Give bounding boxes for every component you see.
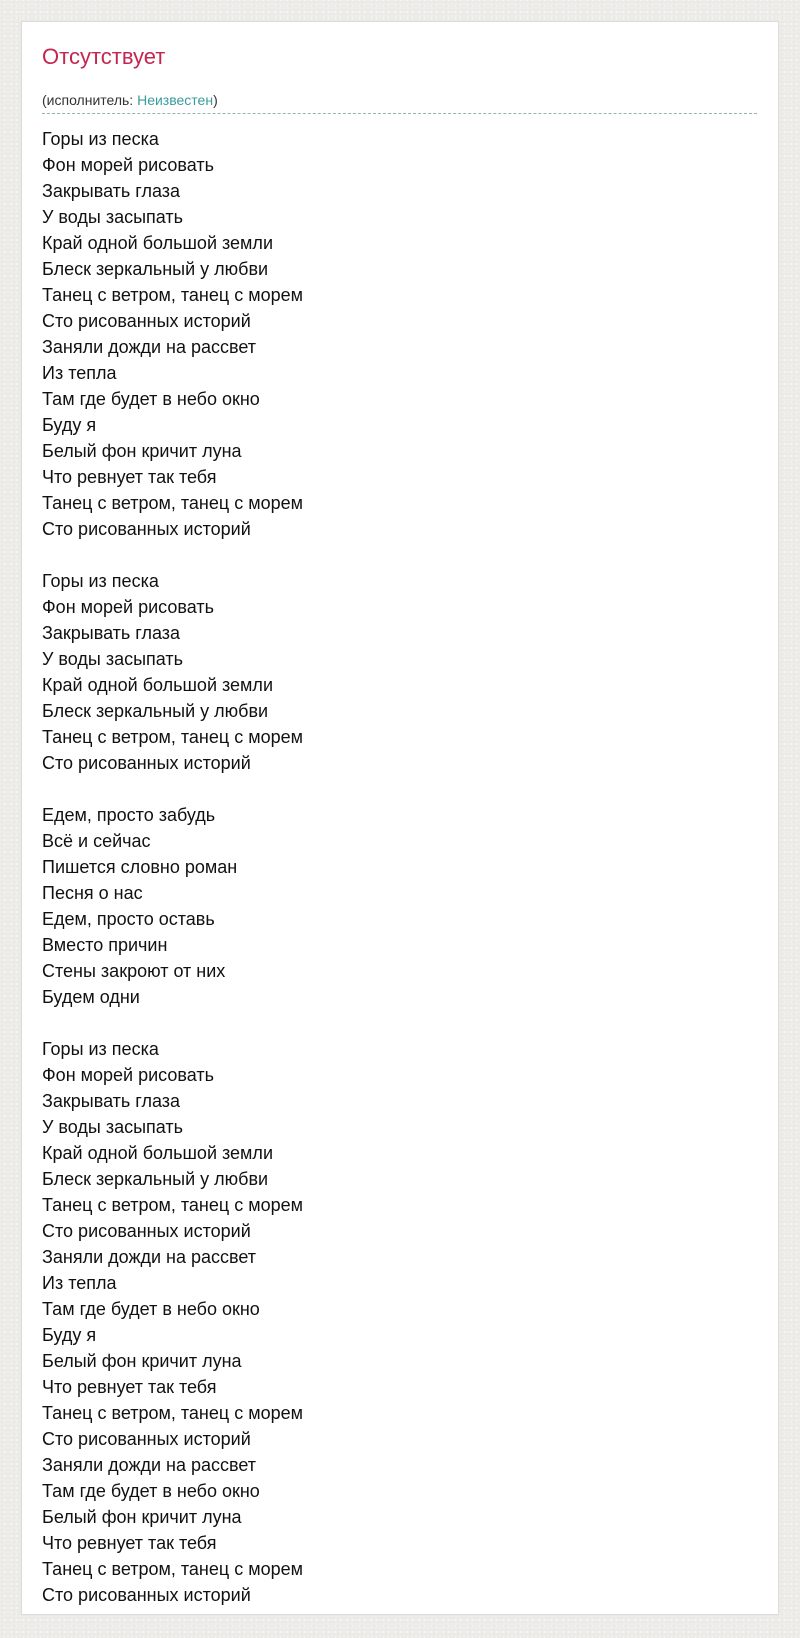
lyric-line: Блеск зеркальный у любви	[42, 701, 269, 721]
lyric-line: Горы из песка	[42, 1039, 159, 1059]
lyric-line: Сто рисованных историй	[42, 1585, 251, 1605]
lyric-line: Что ревнует так тебя	[42, 1533, 217, 1553]
lyrics-card	[21, 21, 779, 1615]
lyric-line: Заняли дожди на рассвет	[42, 337, 257, 357]
lyric-line: Там где будет в небо окно	[42, 1481, 260, 1501]
song-header	[42, 42, 757, 114]
artist-suffix: )	[213, 92, 218, 108]
lyric-line: Фон морей рисовать	[42, 155, 214, 175]
lyric-line: Сто рисованных историй	[42, 1221, 251, 1241]
lyric-line: Танец с ветром, танец с морем	[42, 1559, 303, 1579]
lyric-line: Песня о нас	[42, 883, 143, 903]
lyrics-text	[42, 126, 757, 1634]
lyric-line: У воды засыпать	[42, 207, 184, 227]
lyric-line: Край одной большой земли	[42, 233, 273, 253]
lyric-line: Будем одни	[42, 987, 140, 1007]
lyric-line: Из тепла	[42, 363, 117, 383]
lyric-line: Что ревнует так тебя	[42, 467, 217, 487]
lyric-line: У воды засыпать	[42, 649, 184, 669]
artist-link[interactable]: Неизвестен	[137, 92, 214, 108]
lyric-line: Едем, просто забудь	[42, 805, 216, 825]
lyric-line: Едем, просто оставь	[42, 909, 215, 929]
lyric-line: Край одной большой земли	[42, 1143, 273, 1163]
lyric-line: Сто рисованных историй	[42, 311, 251, 331]
lyric-line: Закрывать глаза	[42, 1091, 181, 1111]
lyrics-stanza	[42, 568, 757, 776]
artist-line	[42, 91, 218, 109]
lyric-line: Что ревнует так тебя	[42, 1377, 217, 1397]
lyric-line: Там где будет в небо окно	[42, 1299, 260, 1319]
lyrics-stanza	[42, 802, 757, 1010]
lyric-line: Белый фон кричит луна	[42, 441, 242, 461]
lyric-line: Заняли дожди на рассвет	[42, 1455, 257, 1475]
lyric-line: У воды засыпать	[42, 1117, 184, 1137]
lyric-line: Закрывать глаза	[42, 181, 181, 201]
lyric-line: Сто рисованных историй	[42, 519, 251, 539]
lyric-line: Буду я	[42, 415, 97, 435]
lyrics-stanza	[42, 126, 757, 542]
lyric-line: Стены закроют от них	[42, 961, 226, 981]
lyric-line: Сто рисованных историй	[42, 753, 251, 773]
lyric-line: Блеск зеркальный у любви	[42, 259, 269, 279]
song-title: Отсутствует	[42, 44, 166, 69]
artist-prefix: (исполнитель:	[42, 92, 138, 108]
lyric-line: Пишется словно роман	[42, 857, 238, 877]
lyric-line: Из тепла	[42, 1273, 117, 1293]
lyric-line: Белый фон кричит луна	[42, 1351, 242, 1371]
lyric-line: Белый фон кричит луна	[42, 1507, 242, 1527]
lyric-line: Буду я	[42, 1325, 97, 1345]
lyric-line: Блеск зеркальный у любви	[42, 1169, 269, 1189]
lyrics-stanza	[42, 1036, 757, 1608]
lyric-line: Фон морей рисовать	[42, 597, 214, 617]
lyric-line: Там где будет в небо окно	[42, 389, 260, 409]
lyric-line: Танец с ветром, танец с морем	[42, 1403, 303, 1423]
lyric-line: Танец с ветром, танец с морем	[42, 493, 303, 513]
lyric-line: Край одной большой земли	[42, 675, 273, 695]
lyric-line: Вместо причин	[42, 935, 168, 955]
lyric-line: Заняли дожди на рассвет	[42, 1247, 257, 1267]
lyric-line: Фон морей рисовать	[42, 1065, 214, 1085]
lyric-line: Всё и сейчас	[42, 831, 151, 851]
lyric-line: Танец с ветром, танец с морем	[42, 1195, 303, 1215]
lyric-line: Танец с ветром, танец с морем	[42, 285, 303, 305]
lyric-line: Горы из песка	[42, 571, 159, 591]
lyric-line: Сто рисованных историй	[42, 1429, 251, 1449]
lyric-line: Горы из песка	[42, 129, 159, 149]
lyric-line: Закрывать глаза	[42, 623, 181, 643]
lyric-line: Танец с ветром, танец с морем	[42, 727, 303, 747]
